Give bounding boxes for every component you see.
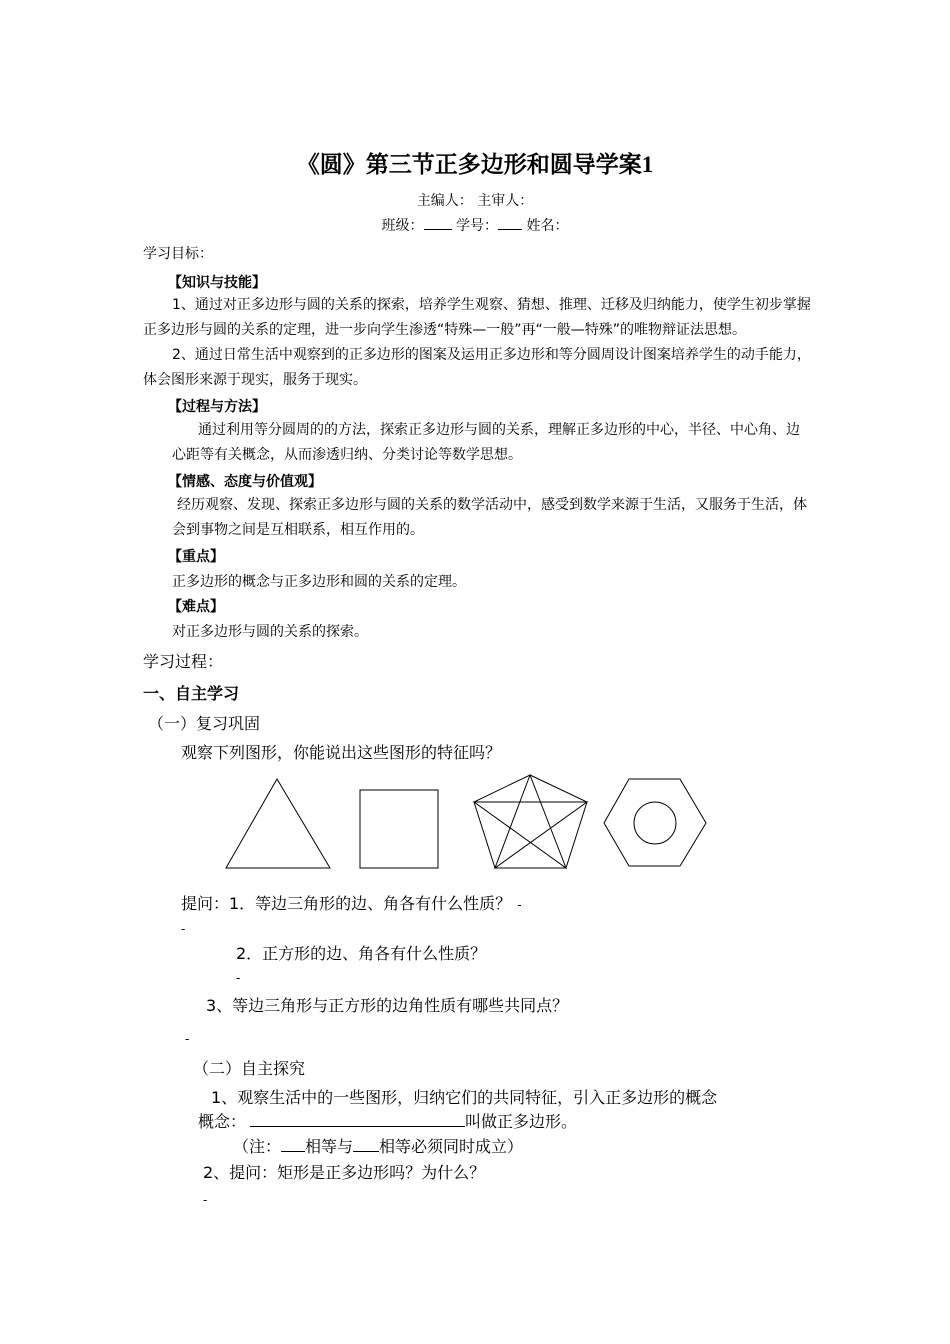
subsection-2-heading: （二）自主探究 [193,1059,306,1078]
explore-item-2: 2、提问：矩形是正多边形吗？为什么？ [203,1163,486,1182]
note-line [233,1134,523,1157]
goals-heading: 学习目标： [143,246,213,262]
name-label: 姓名： [526,218,569,234]
triangle-figure [226,779,330,868]
pentagram-figure [474,775,587,868]
note-blank-1[interactable] [281,1137,305,1152]
learning-process-heading: 学习过程： [143,652,224,671]
knowledge-heading: 【知识与技能】 [168,275,266,291]
concept-suffix: 叫做正多边形。 [465,1112,578,1131]
answer-dash: - [236,971,241,985]
key-text: 正多边形的概念与正多边形和圆的关系的定理。 [172,574,466,590]
question-2: 2．正方形的边、角各有什么性质？ [236,944,487,963]
emotion-text: 经历观察、发现、探索正多边形与圆的关系的数学活动中，感受到数学来源于生活，又服务于生活，体会到事物之间是互相联系，相互作用的。 [172,497,807,538]
explore-item-1: 1、观察生活中的一些图形，归纳它们的共同特征，引入正多边形的概念 [211,1088,718,1107]
difficult-text: 对正多边形与圆的关系的探索。 [172,624,368,640]
hexagon-with-circle-figure [604,779,706,866]
title-main: 《圆》第三节正多边形和圆导学案 [296,152,642,178]
process-heading: 【过程与方法】 [168,399,266,415]
question-3: 3、等边三角形与正方形的边角性质有哪些共同点？ [206,996,569,1015]
class-label: 班级： [381,218,424,234]
note-open: （注： [233,1137,282,1156]
answer-dash: - [517,898,522,912]
concept-label: 概念： [198,1112,247,1131]
difficult-heading: 【难点】 [168,599,224,615]
key-heading: 【重点】 [168,549,224,565]
note-end: 相等必须同时成立） [379,1137,524,1156]
answer-dash: - [185,1032,190,1046]
square-figure [360,790,438,868]
knowledge-item-1: 1、通过对正多边形与圆的关系的探索，培养学生观察、猜想、推理、迁移及归纳能力，使学生初步掌握正多边形与圆的关系的定理，进一步向学生渗透“特殊—一般”再“一般—特殊”的唯物辩证法思想。 [143,297,811,338]
note-blank-2[interactable] [353,1137,379,1152]
title-number: 1 [641,152,654,177]
section-1-heading: 一、自主学习 [143,684,240,703]
question-1-text: 提问：1．等边三角形的边、角各有什么性质？ [181,894,512,913]
subsection-1-heading: （一）复习巩固 [148,714,261,733]
emotion-heading: 【情感、态度与价值观】 [168,474,322,490]
process-text: 通过利用等分圆周的的方法，探索正多边形与圆的关系，理解正多边形的中心，半径、中心角、边心距等有关概念，从而渗透归纳、分类讨论等数学思想。 [172,422,800,463]
answer-dash: - [181,922,186,936]
question-1 [181,891,522,914]
observe-prompt: 观察下列图形，你能说出这些图形的特征吗？ [181,743,502,762]
id-label: 学号： [456,218,498,234]
knowledge-item-2: 2、通过日常生活中观察到的正多边形的图案及运用正多边形和等分圆周设计图案培养学生的动手能力，体会图形来源于现实，服务于现实。 [143,347,811,388]
answer-dash: - [203,1193,208,1207]
note-mid: 相等与 [305,1137,354,1156]
concept-blank[interactable] [250,1112,465,1127]
editors-line: 主编人： 主审人： [416,193,534,209]
concept-line [198,1109,577,1132]
